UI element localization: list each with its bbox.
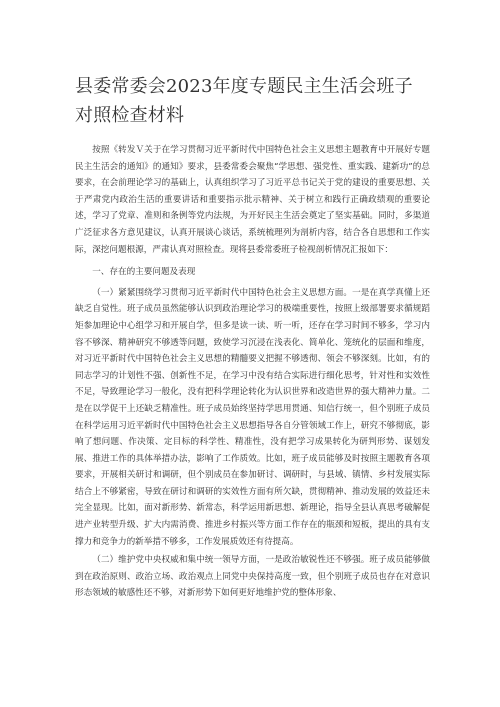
- body-paragraph-2: （二）维护党中央权威和集中统一领导方面，一是政治敏锐性还不够强。班子成员能够做到在政治原则、政治立场、政治观点上同党中央保持高度一致，但个别班子成员也存在对意识形态领域的敏感性还不够，对新形势下如何更好地维护党的整体形象、: [75, 555, 430, 599]
- document-title: 县委常委会2023年度专题民主生活会班子对照检查材料: [75, 76, 413, 126]
- section-heading: 一、存在的主要问题及表现: [92, 267, 196, 278]
- intro-paragraph: 按照《转发Ｖ关于在学习贯彻习近平新时代中国特色社会主义思想主题教育中开展好专题民主生活会的通知》的通知》要求，县委常委会聚焦“学思想、强党性、重实践、建新功”的总要求，在会前理论学习的基础上，认真组织学习了习近平总书记关于党的建设的重要思想、关于严肃党内政治生活的重要讲话和重要指示批示精神、关于树立和践行正确政绩观的重要论述，学习了党章、准则和条例等党内法规，为开好民主生活会奠定了坚实基础。同时，多渠道广泛征求各方意见建议，认真开展谈心谈话，系统梳理列为剖析内容，结合各自思想和工作实际，深挖问题根源，严肃认真对照检查。现将县委常委班子检视剖析情况汇报如下：: [75, 145, 430, 255]
- body-paragraph-1: （一）紧紧围绕学习贯彻习近平新时代中国特色社会主义思想方面。一是在真学真懂上还缺乏自觉性。班子成员虽然能够认识到政治理论学习的极端重要性，按照上级部署要求循规蹈矩参加理论中心组学习和开展自学，但多是读一读、听一听，还存在学习时间不够多，学习内容不够深、精神研究不够透等问题，致使学习沉浸在浅表化、简单化、笼统化的层面和维度，对习近平新时代中国特色社会主义思想的精髓要义把握不够透彻、领会不够深刻。比如，有的同志学习的计划性不强、创新性不足，在学习中没有结合实际进行细化思考，针对性和实效性不足，导致理论学习一般化，没有把科学理论转化为认识世界和改造世界的强大精神力量。二是在以学促干上还缺乏精准性。班子成员始终坚持学思用贯通、知信行统一，但个别班子成员在科学运用习近平新时代中国特色社会主义思想指导各自分管领域工作上，研究不够彻底，影响了想问题、作决策、定目标的科学性、精准性，没有把学习成果转化为研判形势、谋划发展、推进工作的具体举措办法，影响了工作质效。比如，班子成员能够及时按照主题教育各项要求，开展相关研讨和调研，但个别成员在参加研讨、调研时，与县域、镇情、乡村发展实际结合上不够紧密，导致在研讨和调研的实效性方面有所欠缺，贯彻精神、推动发展的效益还未完全显现。比如，面对新形势、新常态，科学运用新思想、新理论，指导全县认真思考破解促进产业转型升级、扩大内需消费、推进乡村振兴等方面工作存在的瓶颈和短板，提出的具有支撑力和竞争力的新举措不够多，工作发展质效还有待提高。: [75, 287, 430, 547]
